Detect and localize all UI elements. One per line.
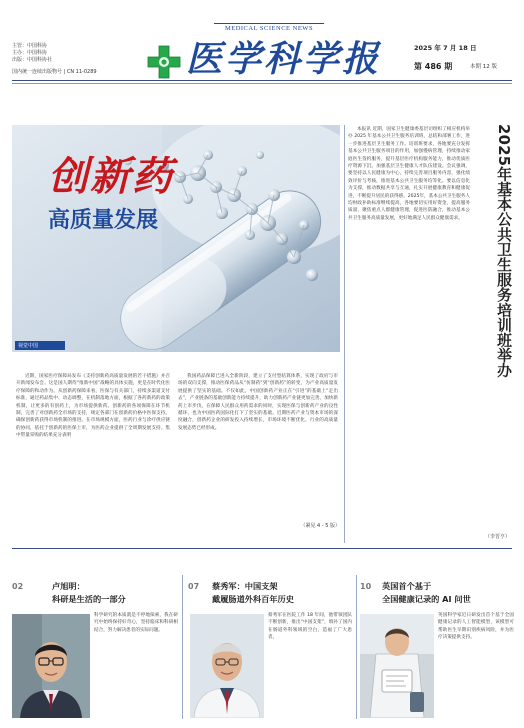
hero-calligraphy: 创新药 — [48, 153, 174, 200]
teaser-title-2: 戴履肠道外科百年历史 — [212, 594, 294, 604]
host-line: 主办：中国科协 — [12, 50, 48, 56]
teaser-title-2: 全国健康记录的 AI 问世 — [382, 594, 471, 604]
publisher-line: 出版：中国科协社 — [12, 57, 53, 63]
teaser-text: 蔡秀军在医院工作 18 年间，他带领团队不断创新，推出“中国支架”，填补了国内在肠道外科领域的空白，造福了广大患者。 — [268, 613, 352, 641]
english-name: MEDICAL SCIENCE NEWS — [214, 23, 324, 32]
issue-number: 第 486 期 — [414, 62, 453, 71]
issue-date: 2025 年 7 月 18 日 — [414, 44, 477, 52]
masthead-info — [12, 43, 90, 64]
side-story-author: （李晋亨） — [484, 534, 510, 540]
page-count: 本期 12 版 — [470, 64, 497, 70]
teaser-title-1: 英国首个基于 — [382, 581, 432, 591]
teaser-text: 英国科学家近日研发出首个基于全国健康记录的人工智能模型，该模型可帮助医生早期识别疾病风险，并为医疗决策提供支持。 — [438, 613, 514, 641]
lead-story-col2: 我国药品保障已进入全新阶段，建立了支付型结算体系，实现了政府与市场的双向支撑，推动医保药品从“仿制药”到“创新药”的转变，为产业高质量发展提供了坚实的基础。不仅如此，中国创新药产业正在“引进”的基础上“走出去”，产业链条的基础创新能力持续提升，助力创新药产业链更加完善，加快新药上市步伐，在保障人民群众用药需求的同时，实现医保与创新药产业的良性循环，也为中国医药国际化打下了坚实的基础。近期医药产业与资本市场的深度融合，创新药企业的研发投入持续增长，市场环境不断优化，行业的高质量发展态势已经形成。 — [178, 374, 338, 431]
cn-code: 国内统一连续出版物号 | CN 11-0289 — [12, 69, 97, 75]
newspaper-title: 医学科学报 — [186, 38, 382, 80]
continue-note: （紧见 4 - 5 版） — [300, 523, 340, 529]
photo-credit: 视觉中国 — [15, 341, 65, 350]
teaser-10[interactable] — [360, 570, 514, 720]
teaser-divider — [182, 575, 183, 719]
teaser-title-1: 蔡秀军：中国支架 — [212, 581, 278, 591]
teaser-title-1: 卢旭明： — [52, 581, 85, 591]
teaser-text: 科学研究的本质就是不停地探索，我在研究中始终保持好奇心，坚持临床和科研相结合，努力解决患者的实际问题。 — [94, 613, 178, 633]
side-story-body: 本报讯 近期，国家卫生健康委基层司组织了相应机构举办 2025 年基本公共卫生服务培训班，总结和部署工作，进一步推进基层卫生服务工作。培训班要求，各地要充分发挥基本公共卫生服务项目的作用，加强慢病管理，持续推动家庭医生签约服务，提升基层医疗机构服务能力，推动优质医疗资源下沉，加强基层卫生健康人才队伍建设。会议强调，要坚持以人民健康为中心，持续完善项目服务内容，强化绩效评价与考核，推进基本公共卫生服务均等化。要以信息化为支撑，推动数据共享与互通，扎实开展健康教育和健康促进，不断提升居民的获得感。2025年，基本公共卫生服务人均财政补助标准继续提高，各地要切实用好资金，提高服务质量，聚焦重点人群健康管理，促进医防融合，推动基本公共卫生服务高质量发展，更好地满足人民群众健康需求。 — [348, 127, 470, 221]
lead-story-col1: 近期，国家医疗保障局发布《支持创新药高质量发展的若干措施》并召开新闻发布会。这是国人期待“推新中国”战略的具体实施，更是在时代化医疗保障的和动作为。从创新药保障来看，医保与有关部门，持续多渠道支付标准，通过药品集中、动态调整，在机制落地方面，根据了各药新药的政策机制，让更多的有创药上，为市场提供新药。创新药的各项保障在环节机制，完善了对创新药全市场的支持，规定各部门在创新药价格中医保支持，确保创新药获得市场机制的推进。在市场规模方面，医药行业与诊疗供应链的协同，依托于创新药的医保上市，为医药企业提供了全周期发展支持。集中带量采购的结果充分表明 — [16, 374, 170, 439]
portrait-photo — [190, 614, 264, 718]
portrait-photo — [12, 614, 90, 718]
masthead-rule-thin — [12, 83, 512, 84]
ai-health-photo — [360, 614, 434, 718]
teaser-number: 02 — [12, 582, 24, 591]
sponsor-line: 主管：中国科协 — [12, 43, 48, 49]
bottom-band-rule — [12, 548, 512, 549]
teaser-number: 10 — [360, 582, 372, 591]
masthead-rule — [12, 80, 512, 81]
column-divider — [344, 125, 345, 543]
teaser-07[interactable] — [188, 570, 352, 720]
logo-cross-icon — [146, 44, 182, 80]
teaser-divider — [356, 575, 357, 719]
hero-subtitle: 高质量发展 — [48, 208, 159, 233]
hero-image — [12, 125, 340, 352]
side-story-headline: 2025年基本公共卫生服务培训班举办 — [495, 124, 512, 378]
teaser-02[interactable] — [12, 570, 178, 720]
teaser-title-2: 科研是生活的一部分 — [52, 594, 126, 604]
teaser-number: 07 — [188, 582, 200, 591]
